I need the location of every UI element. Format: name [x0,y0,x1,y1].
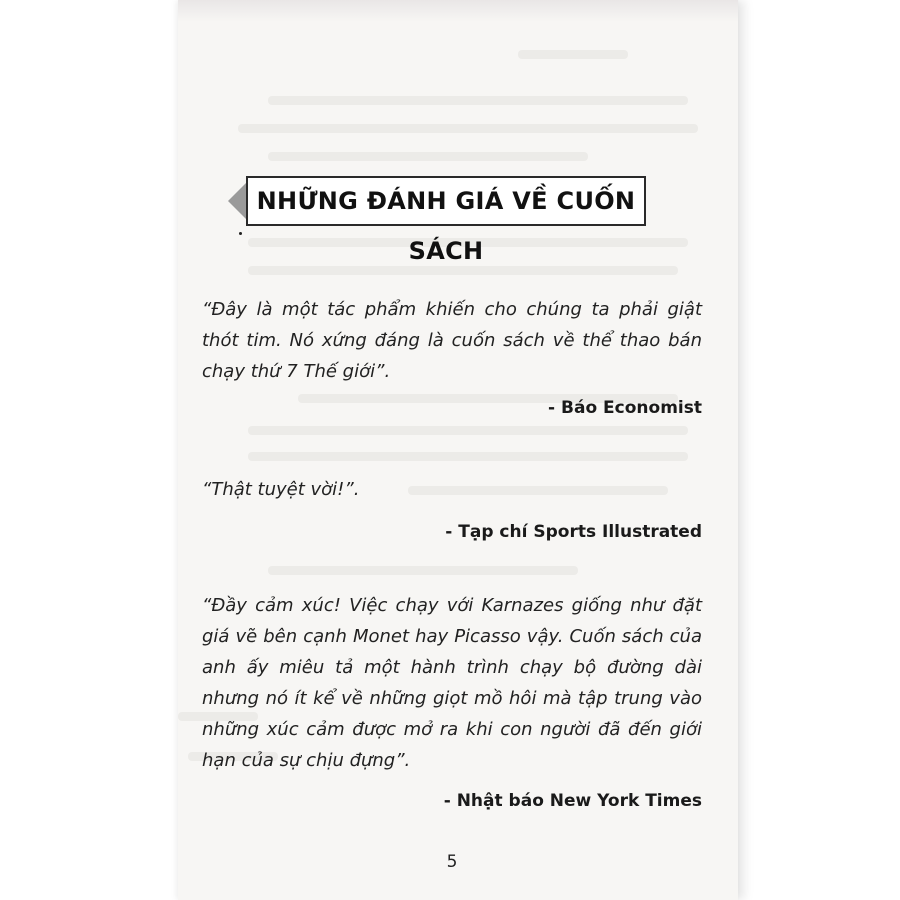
section-heading: NHỮNG ĐÁNH GIÁ VỀ CUỐN SÁCH [256,187,636,265]
review-block [202,590,702,814]
page-number: 5 [446,852,458,872]
review-source: - Báo Economist [548,398,702,418]
review-source: - Tạp chí Sports Illustrated [445,522,702,542]
section-heading-banner [226,176,646,265]
decorative-dot [239,232,242,235]
review-quote: “Thật tuyệt vời!”. [202,479,360,500]
review-block [202,474,702,545]
review-source: - Nhật báo New York Times [443,791,702,811]
review-block [202,294,702,421]
review-quote: “Đầy cảm xúc! Việc chạy với Karnazes giống như đặt giá vẽ bên cạnh Monet hay Picasso vậy. Cuốn sách của anh ấy miêu tả một hành trình chạy bộ đường dài nhưng nó ít kể về những giọt mồ hôi mà tập trung vào những xúc cảm được mở ra khi con người đã đến giới hạn của sự chịu đựng”. [202,595,702,771]
banner-arrow-decoration [228,181,248,221]
review-quote: “Đây là một tác phẩm khiến cho chúng ta phải giật thót tim. Nó xứng đáng là cuốn sách về thể thao bán chạy thứ 7 Thế giới”. [202,299,702,382]
